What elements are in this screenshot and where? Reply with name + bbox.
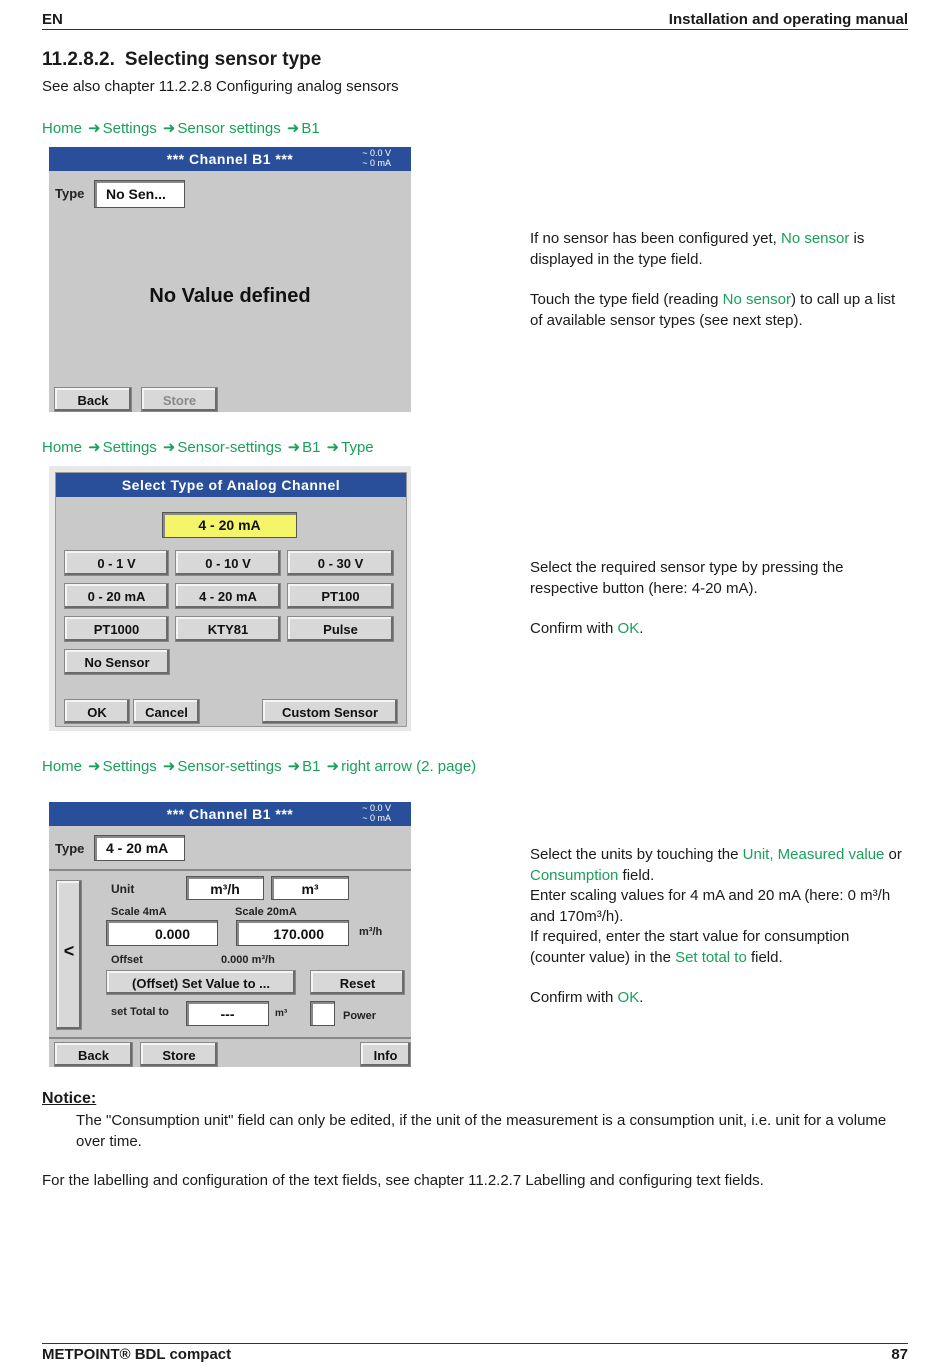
section-title-text: Selecting sensor type — [124, 49, 322, 70]
power-label: Power — [343, 1010, 377, 1022]
screen-title: *** Channel B1 *** — [166, 806, 294, 822]
scale-20ma-field[interactable]: 170.000 — [236, 920, 349, 946]
back-button[interactable]: Back — [54, 1042, 133, 1067]
type-field[interactable]: 4 - 20 mA — [94, 835, 185, 861]
store-button[interactable]: Store — [140, 1042, 218, 1067]
power-checkbox[interactable] — [310, 1001, 335, 1026]
set-total-label: set Total to — [111, 1006, 169, 1018]
type-pt1000-button[interactable]: PT1000 — [64, 616, 169, 642]
text: ) to call up a list of available sensor types (see next step). — [530, 291, 896, 329]
header-language: EN — [42, 11, 63, 28]
highlight: No sensor — [781, 230, 850, 247]
ok-button[interactable]: OK — [64, 699, 130, 724]
live-readout — [362, 148, 391, 168]
breadcrumb-2 — [42, 438, 374, 456]
type-label: Type — [55, 841, 85, 856]
arrow-icon: ➜ — [162, 439, 176, 456]
text: Select the required sensor type by pressing the respective button (here: 4-20 mA). — [530, 559, 844, 597]
highlight: Unit, Measured value — [742, 846, 885, 863]
page-left-button[interactable]: < — [56, 880, 82, 1030]
voltage-readout: ~ 0.0 V — [362, 148, 391, 158]
section-number: 11.2.8.2. — [42, 49, 115, 70]
type-label: Type — [55, 186, 85, 201]
type-0-30v-button[interactable]: 0 - 30 V — [287, 550, 394, 576]
arrow-icon: ➜ — [326, 758, 340, 775]
arrow-icon: ➜ — [286, 120, 300, 137]
text: . — [639, 989, 644, 1006]
consumption-unit-field[interactable]: m³ — [271, 876, 349, 900]
crumb-item: Sensor-settings — [177, 439, 282, 456]
text: Confirm with — [530, 620, 618, 637]
section-title — [42, 49, 321, 71]
custom-sensor-button[interactable]: Custom Sensor — [262, 699, 398, 724]
text: If required, enter the start value for consumption (counter value) in the — [530, 928, 850, 966]
text: field. — [618, 866, 655, 884]
description-3 — [530, 845, 905, 1029]
type-0-1v-button[interactable]: 0 - 1 V — [64, 550, 169, 576]
type-kty81-button[interactable]: KTY81 — [175, 616, 281, 642]
type-0-20ma-button[interactable]: 0 - 20 mA — [64, 583, 169, 609]
text: Confirm with — [530, 989, 618, 1006]
scale-4ma-label: Scale 4mA — [111, 906, 167, 918]
unit-field[interactable]: m³/h — [186, 876, 264, 900]
crumb-item: B1 — [301, 120, 320, 137]
crumb-item: Settings — [102, 120, 157, 137]
final-paragraph: For the labelling and configuration of the text fields, see chapter 11.2.2.7 Labelling and configuring text fields. — [42, 1172, 764, 1189]
screen-title-bar — [49, 802, 411, 826]
text: Select the units by touching the — [530, 846, 743, 863]
highlight: Consumption — [530, 866, 619, 884]
voltage-readout: ~ 0.0 V — [362, 803, 391, 813]
divider — [49, 869, 411, 871]
offset-set-value-button[interactable]: (Offset) Set Value to ... — [106, 970, 296, 995]
current-readout: ~ 0 mA — [362, 158, 391, 168]
breadcrumb-1 — [42, 119, 320, 137]
unit-label: Unit — [111, 882, 135, 896]
arrow-icon: ➜ — [88, 120, 101, 137]
crumb-item: Home — [42, 758, 83, 775]
text: is displayed in the type field. — [530, 230, 865, 268]
breadcrumb-3 — [42, 757, 476, 775]
offset-value: 0.000 m³/h — [221, 954, 275, 966]
divider — [49, 1037, 411, 1039]
text: or — [884, 846, 902, 863]
arrow-icon: ➜ — [326, 439, 340, 456]
info-button[interactable]: Info — [360, 1042, 411, 1067]
crumb-item: Settings — [102, 758, 157, 775]
arrow-icon: ➜ — [88, 439, 101, 456]
notice-body: The "Consumption unit" field can only be edited, if the unit of the measurement is a consumption unit, i.e. unit for a volume over time. — [76, 1112, 887, 1150]
crumb-item: B1 — [302, 439, 321, 456]
description-1 — [530, 229, 905, 351]
text: If no sensor has been configured yet, — [530, 230, 781, 247]
crumb-item: Sensor-settings — [177, 758, 282, 775]
screen-select-analog-type — [49, 466, 411, 731]
see-also-text: See also chapter 11.2.2.8 Configuring analog sensors — [42, 78, 399, 95]
crumb-item: Sensor settings — [177, 120, 281, 137]
header-divider — [42, 29, 908, 30]
crumb-item: B1 — [302, 758, 321, 775]
text: Touch the type field (reading — [530, 291, 723, 308]
type-pulse-button[interactable]: Pulse — [287, 616, 394, 642]
set-total-field[interactable]: --- — [186, 1001, 269, 1026]
crumb-item: right arrow (2. page) — [341, 758, 477, 775]
set-total-unit: m³ — [275, 1008, 288, 1019]
highlight: No sensor — [722, 291, 791, 308]
arrow-icon: ➜ — [162, 120, 176, 137]
dialog-title: Select Type of Analog Channel — [121, 477, 341, 493]
current-readout: ~ 0 mA — [362, 813, 391, 823]
header-manual-title: Installation and operating manual — [668, 11, 908, 28]
crumb-item: Type — [341, 439, 374, 456]
notice-heading: Notice: — [42, 1090, 97, 1107]
type-0-10v-button[interactable]: 0 - 10 V — [175, 550, 281, 576]
type-4-20ma-button[interactable]: 4 - 20 mA — [175, 583, 281, 609]
arrow-icon: ➜ — [88, 758, 101, 775]
type-field[interactable]: No Sen... — [94, 180, 185, 208]
cancel-button[interactable]: Cancel — [133, 699, 200, 724]
offset-label: Offset — [111, 954, 143, 966]
crumb-item: Home — [42, 120, 83, 137]
highlight: OK — [617, 989, 640, 1006]
type-pt100-button[interactable]: PT100 — [287, 583, 394, 609]
store-button[interactable]: Store — [141, 387, 218, 412]
arrow-icon: ➜ — [162, 758, 176, 775]
text: field. — [746, 948, 783, 966]
scale-20ma-label: Scale 20mA — [235, 906, 297, 918]
highlight: Set total to — [675, 948, 747, 966]
scale-4ma-field[interactable]: 0.000 — [106, 920, 218, 946]
arrow-icon: ➜ — [287, 758, 301, 775]
page-number: 87 — [891, 1346, 908, 1363]
screen-channel-b1-empty — [49, 147, 411, 412]
text: . — [639, 620, 644, 637]
description-2 — [530, 558, 905, 660]
no-value-message: No Value defined — [149, 285, 311, 307]
highlight: OK — [617, 620, 640, 637]
screen-channel-b1-config — [49, 802, 411, 1067]
footer-product: METPOINT® BDL compact — [42, 1346, 232, 1363]
footer-divider — [42, 1343, 908, 1344]
back-button[interactable]: Back — [54, 387, 132, 412]
dialog-panel — [55, 472, 407, 727]
type-no-sensor-button[interactable]: No Sensor — [64, 649, 170, 675]
dialog-title-bar — [56, 473, 406, 497]
live-readout — [362, 803, 391, 823]
scale-unit-label: m³/h — [359, 926, 383, 938]
reset-button[interactable]: Reset — [310, 970, 405, 995]
selected-type-display: 4 - 20 mA — [162, 512, 297, 538]
crumb-item: Home — [42, 439, 83, 456]
text: Enter scaling values for 4 mA and 20 mA (here: 0 m³/h and 170m³/h). — [530, 887, 891, 925]
screen-title: *** Channel B1 *** — [166, 151, 294, 167]
crumb-item: Settings — [102, 439, 157, 456]
screen-title-bar — [49, 147, 411, 171]
arrow-icon: ➜ — [287, 439, 301, 456]
